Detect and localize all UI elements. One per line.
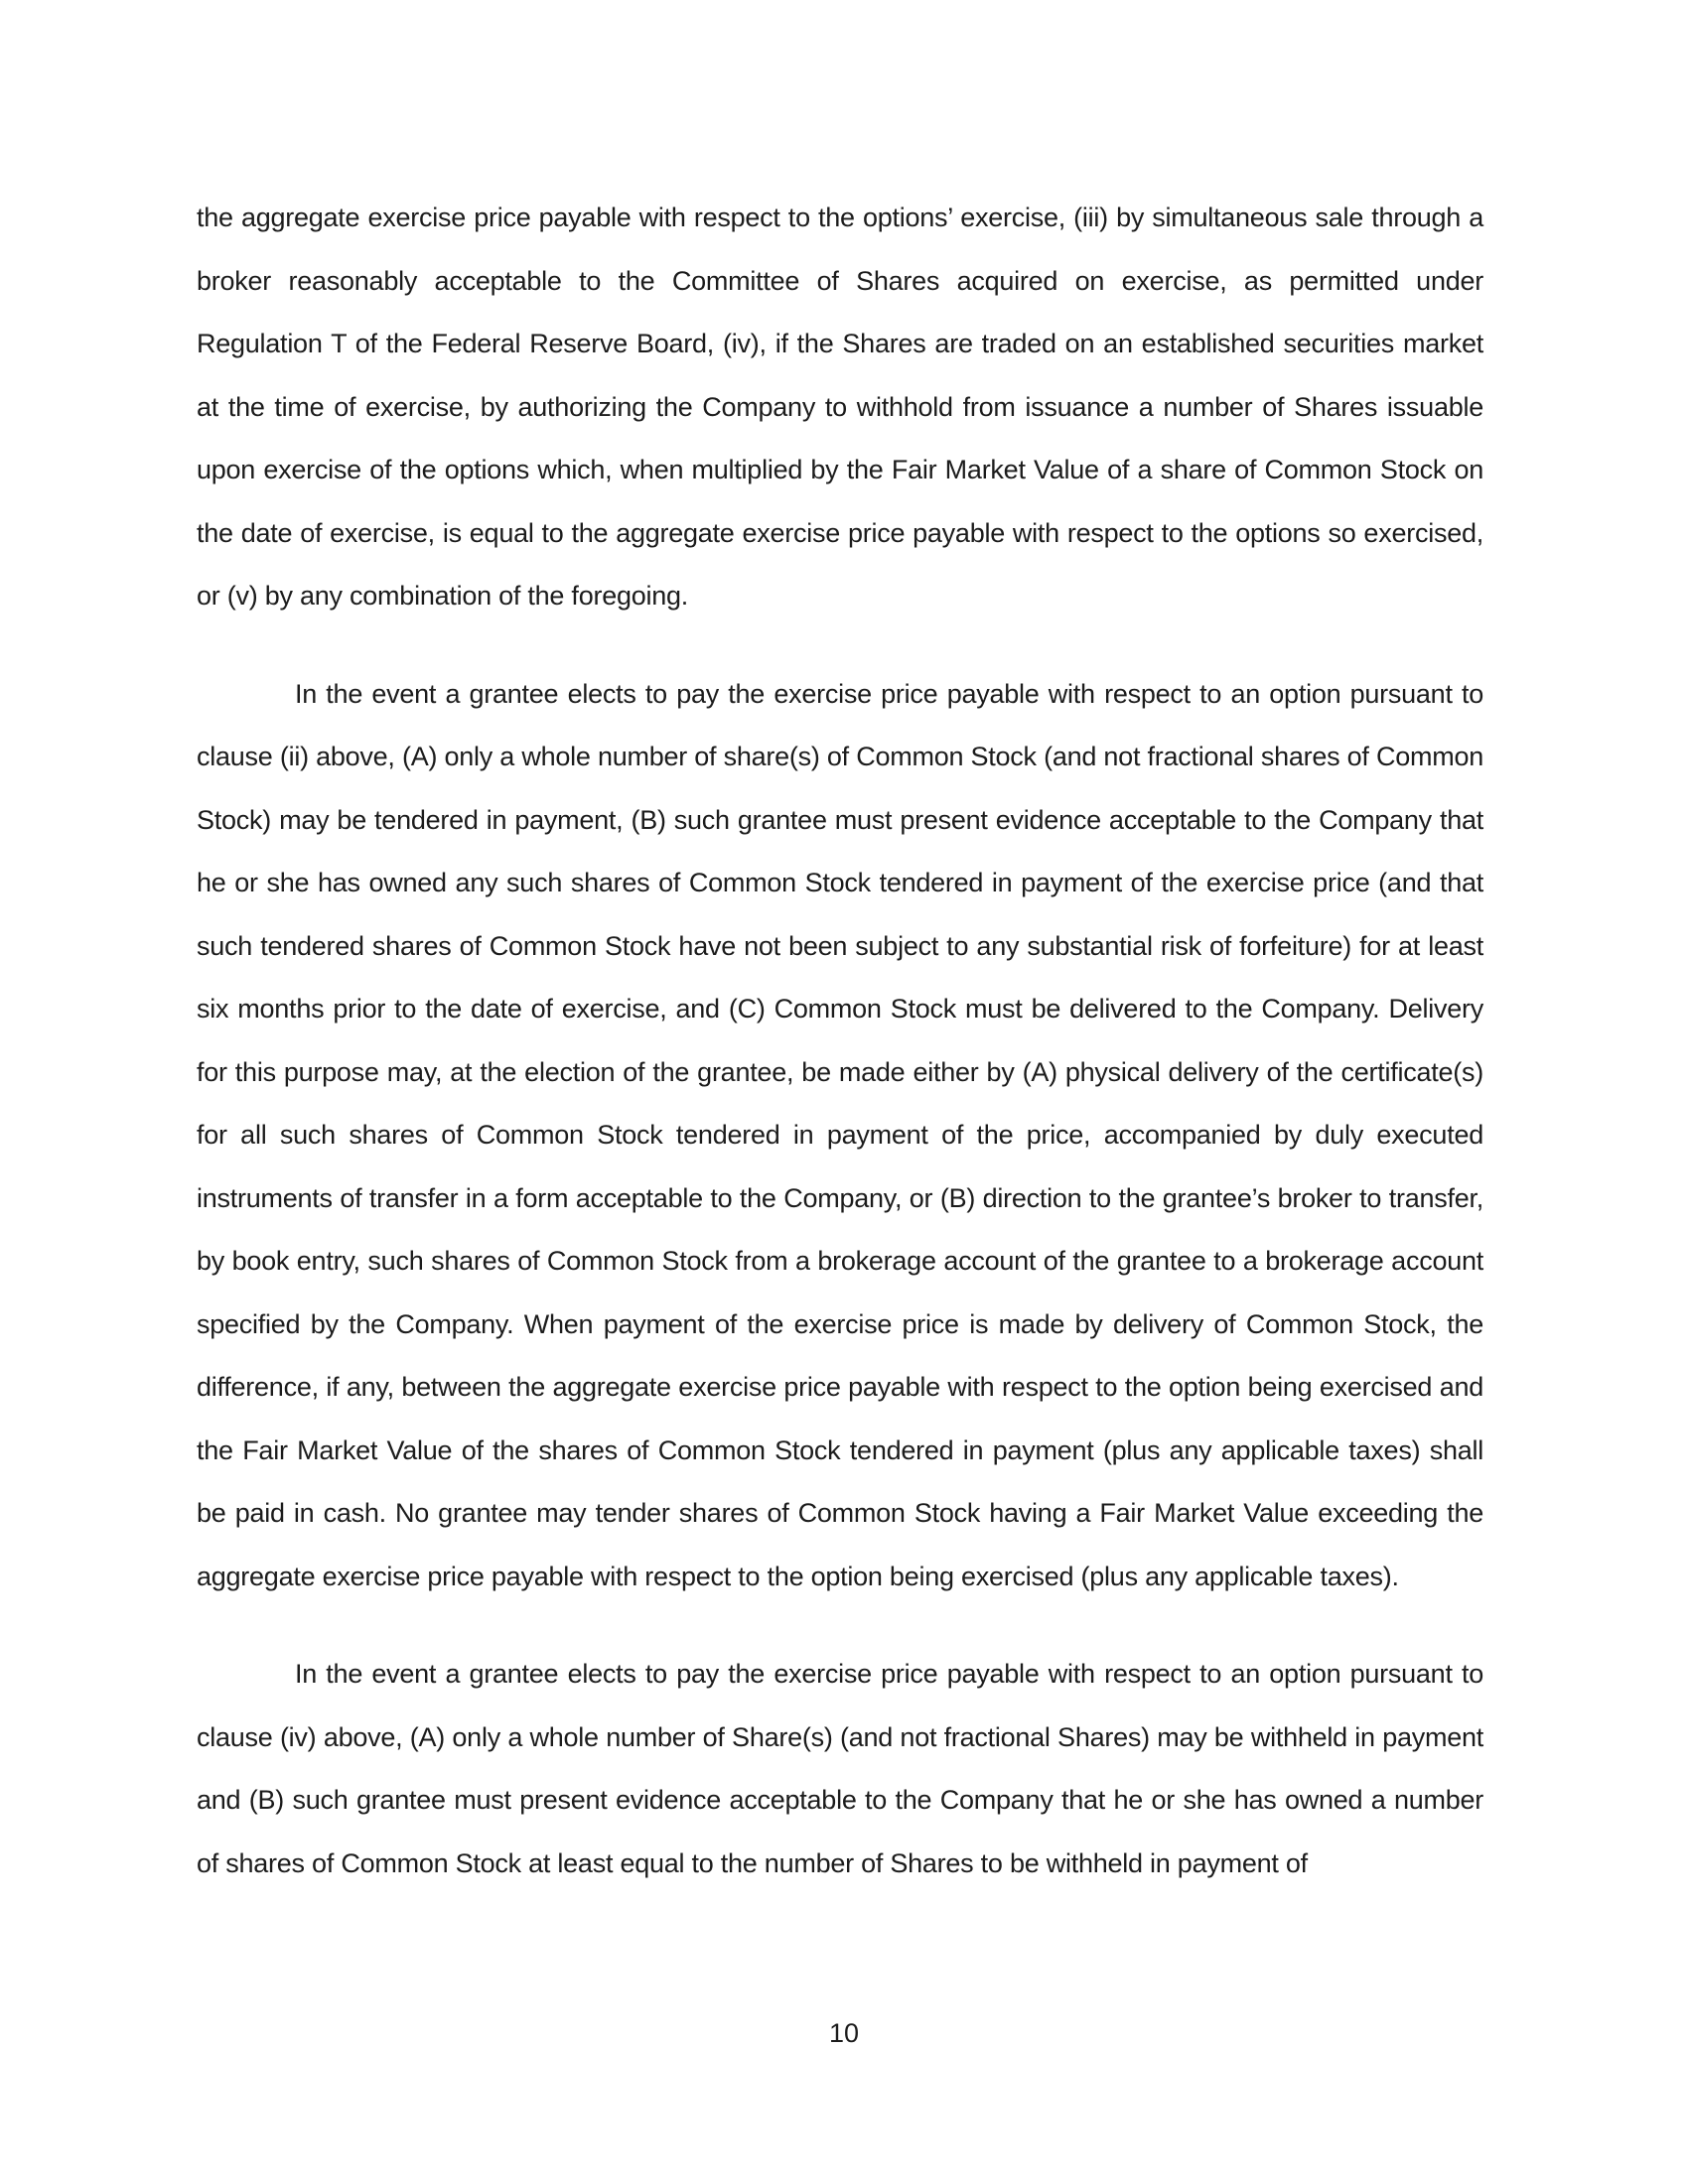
paragraph-payment-methods: the aggregate exercise price payable with respect to the options’ exercise, (iii) by simultaneous sale through a broker reasonably acceptable to the Committee of Shares acquired on exercise, as permitted under Regulation T of the Federal Reserve Board, (iv), if the Shares are traded on an established securities market at the time of exercise, by authorizing the Company to withhold from issuance a number of Shares issuable upon exercise of the options which, when multiplied by the Fair Market Value of a share of Common Stock on the date of exercise, is equal to the aggregate exercise price payable with respect to the options so exercised, or (v) by any combination of the foregoing. [197, 203, 1483, 611]
page-number: 10 [828, 2018, 860, 2048]
body-text [197, 187, 1483, 1895]
paragraph-clause-iv-withhold: In the event a grantee elects to pay the exercise price payable with respect to an option pursuant to clause (iv) above, (A) only a whole number of Share(s) (and not fractional Shares) may be withheld in payment and (B) such grantee must present evidence acceptable to the Company that he or she has owned a number of shares of Common Stock at least equal to the number of Shares to be withheld in payment of [197, 1659, 1483, 1878]
paragraph-clause-ii-tender: In the event a grantee elects to pay the exercise price payable with respect to an option pursuant to clause (ii) above, (A) only a whole number of share(s) of Common Stock (and not fractional shares of Common Stock) may be tendered in payment, (B) such grantee must present evidence acceptable to the Company that he or she has owned any such shares of Common Stock tendered in payment of the exercise price (and that such tendered shares of Common Stock have not been subject to any substantial risk of forfeiture) for at least six months prior to the date of exercise, and (C) Common Stock must be delivered to the Company. Delivery for this purpose may, at the election of the grantee, be made either by (A) physical delivery of the certificate(s) for all such shares of Common Stock tendered in payment of the price, accompanied by duly executed instruments of transfer in a form acceptable to the Company, or (B) direction to the grantee’s broker to transfer, by book entry, such shares of Common Stock from a brokerage account of the grantee to a brokerage account specified by the Company. When payment of the exercise price is made by delivery of Common Stock, the difference, if any, between the aggregate exercise price payable with respect to the option being exercised and the Fair Market Value of the shares of Common Stock tendered in payment (plus any applicable taxes) shall be paid in cash. No grantee may tender shares of Common Stock having a Fair Market Value exceeding the aggregate exercise price payable with respect to the option being exercised (plus any applicable taxes). [197, 678, 1483, 1591]
